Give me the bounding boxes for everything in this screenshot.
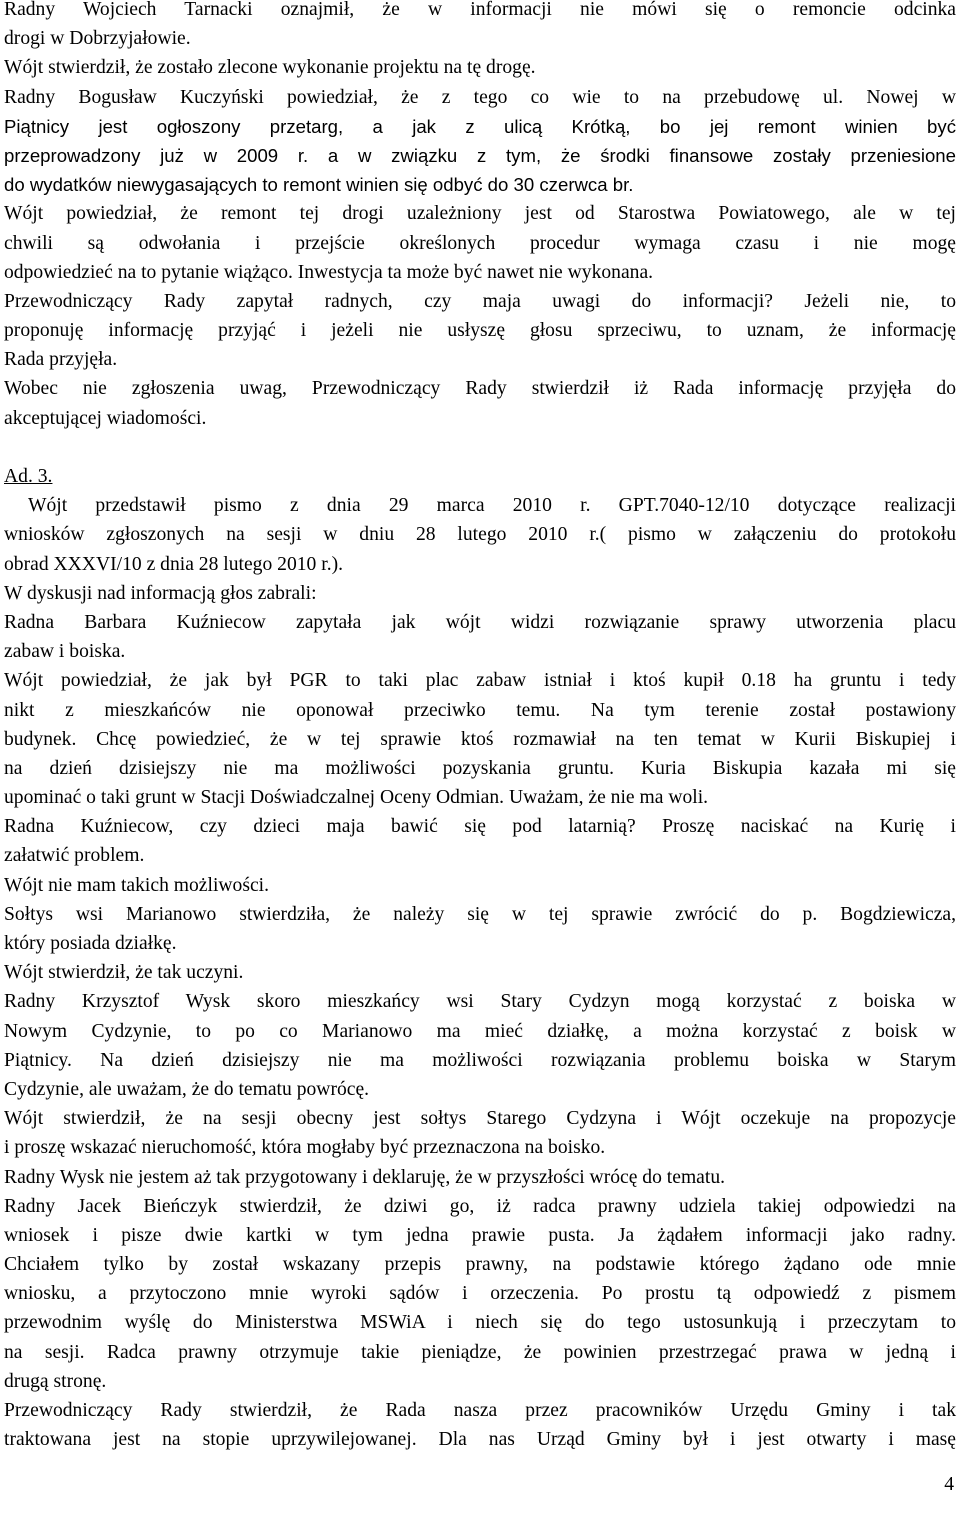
text-line: drugą stronę. bbox=[4, 1370, 107, 1392]
text-line: Piątnicy jest ogłoszony przetarg, a jak z ulicą Krótką, bo jej remont winien być bbox=[4, 115, 956, 137]
text-line: W dyskusji nad informacją głos zabrali: bbox=[4, 582, 317, 604]
text-line: Wójt stwierdził, że tak uczyni. bbox=[4, 962, 244, 984]
text-line: Radny Jacek Bieńczyk stwierdził, że dziwi go, iż radca prawny udziela takiej odpowiedzi na bbox=[4, 1195, 956, 1217]
text-line: obrad XXXVI/10 z dnia 28 lutego 2010 r.). bbox=[4, 553, 344, 575]
section-heading: Ad. 3. bbox=[4, 466, 53, 487]
text-line: Radny Bogusław Kuczyński powiedział, że z tego co wie to na przebudowę ul. Nowej w bbox=[4, 86, 956, 108]
text-line: Chciałem tylko by został wskazany przepis prawny, na podstawie którego żądano ode mnie bbox=[4, 1254, 956, 1276]
text-line: do wydatków niewygasających to remont winien się odbyć do 30 czerwca br. bbox=[4, 174, 634, 196]
text-line: akceptującej wiadomości. bbox=[4, 407, 207, 429]
text-line: Sołtys wsi Marianowo stwierdziła, że należy się w tej sprawie zwrócić do p. Bogdziewicza, bbox=[4, 903, 956, 925]
text-line: Radny Wysk nie jestem aż tak przygotowany i deklaruję, że w przyszłości wrócę do tematu. bbox=[4, 1166, 726, 1188]
text-line: który posiada działkę. bbox=[4, 933, 177, 954]
text-line: i proszę wskazać nieruchomość, która mogłaby być przeznaczona na boisko. bbox=[4, 1137, 606, 1159]
text-line: Przewodniczący Rady stwierdził, że Rada nasza przez pracowników Urzędu Gminy i tak bbox=[4, 1400, 956, 1421]
text-line: Wójt stwierdził, że na sesji obecny jest sołtys Starego Cydzyna i Wójt oczekuje na propozycje bbox=[4, 1108, 956, 1130]
text-line: zabaw i boiska. bbox=[4, 641, 126, 663]
text-line: załatwić problem. bbox=[4, 845, 145, 867]
text-line: wniosków zgłoszonych na sesji w dniu 28 lutego 2010 r.( pismo w załączeniu do protokołu bbox=[4, 524, 956, 546]
text-line: Wójt powiedział, że jak był PGR to taki plac zabaw istniał i ktoś kupił 0.18 ha gruntu i tedy bbox=[4, 670, 956, 692]
text-line: Rada przyjęła. bbox=[4, 349, 118, 371]
text-line: odpowiedzieć na to pytanie wiążąco. Inwestycja ta może być nawet nie wykonana. bbox=[4, 261, 654, 283]
text-line: Wobec nie zgłoszenia uwag, Przewodniczący Rady stwierdził iż Rada informację przyjęła do bbox=[4, 378, 956, 400]
text-line: Przewodniczący Rady zapytał radnych, czy maja uwagi do informacji? Jeżeli nie, to bbox=[4, 290, 956, 312]
text-line: traktowana jest na stopie uprzywilejowanej. Dla nas Urząd Gminy był i jest otwarty i masę bbox=[4, 1429, 956, 1451]
text-line: Wójt przedstawił pismo z dnia 29 marca 2010 r. GPT.7040-12/10 dotyczące realizacji bbox=[28, 495, 956, 517]
text-line: Wójt powiedział, że remont tej drogi uzależniony jest od Starostwa Powiatowego, ale w tej bbox=[4, 203, 956, 225]
text-line: Nowym Cydzynie, to po co Marianowo ma mieć działkę, a można korzystać z boisk w bbox=[4, 1020, 956, 1042]
page-number: 4 bbox=[944, 1474, 954, 1495]
text-line: drogi w Dobrzyjałowie. bbox=[4, 28, 191, 50]
text-line: Cydzynie, ale uważam, że do tematu powrócę. bbox=[4, 1078, 370, 1100]
text-line: Wójt stwierdził, że zostało zlecone wykonanie projektu na tę drogę. bbox=[4, 57, 536, 79]
text-line: Radny Krzysztof Wysk skoro mieszkańcy wsi Stary Cydzyn mogą korzystać z boiska w bbox=[4, 991, 956, 1013]
text-line: Radna Barbara Kuźniecow zapytała jak wójt widzi rozwiązanie sprawy utworzenia placu bbox=[4, 611, 956, 633]
text-line: proponuję informację przyjąć i jeżeli nie usłyszę głosu sprzeciwu, to uznam, że informację bbox=[4, 320, 956, 342]
text-line: nikt z mieszkańców nie oponował przeciwko temu. Na tym terenie został postawiony bbox=[4, 699, 956, 721]
text-line: chwili są odwołania i przejście określonych procedur wymaga czasu i nie mogę bbox=[4, 232, 956, 254]
text-line: przeprowadzony już w 2009 r. a w związku z tym, że środki finansowe zostały przeniesione bbox=[4, 144, 956, 166]
text-line: Wójt nie mam takich możliwości. bbox=[4, 874, 269, 896]
text-line: na sesji. Radca prawny otrzymuje takie pieniądze, że powinien przestrzegać prawa w jedną i bbox=[4, 1341, 956, 1363]
text-line: przewodnim wyślę do Ministerstwa MSWiA i niech się do tego ustosunkują i przeczytam to bbox=[4, 1312, 956, 1334]
text-line: Piątnicy. Na dzień dzisiejszy nie ma możliwości rozwiązania problemu boiska w Starym bbox=[4, 1049, 956, 1071]
text-line: Radny Wojciech Tarnacki oznajmił, że w informacji nie mówi się o remoncie odcinka bbox=[4, 0, 956, 20]
text-line: upominać o taki grunt w Stacji Doświadczalnej Oceny Odmian. Uważam, że nie ma woli. bbox=[4, 787, 709, 809]
text-line: budynek. Chcę powiedzieć, że w tej sprawie ktoś rozmawiał na ten temat w Kurii Biskupiej i bbox=[4, 728, 956, 750]
text-line: wniosku, a przytoczono mnie wyroki sądów i orzeczenia. Po prostu tą odpowiedź z pismem bbox=[4, 1283, 956, 1305]
blank-line bbox=[4, 433, 956, 462]
text-line: wniosek i pisze dwie kartki w tym jedna prawie pusta. Ja żądałem informacji jako radny. bbox=[4, 1224, 956, 1246]
text-line: na dzień dzisiejszy nie ma możliwości pozyskania gruntu. Kuria Biskupia kazała mi się bbox=[4, 757, 956, 779]
text-line: Radna Kuźniecow, czy dzieci maja bawić się pod latarnią? Proszę naciskać na Kurię i bbox=[4, 816, 956, 838]
document-page bbox=[4, 0, 956, 1454]
